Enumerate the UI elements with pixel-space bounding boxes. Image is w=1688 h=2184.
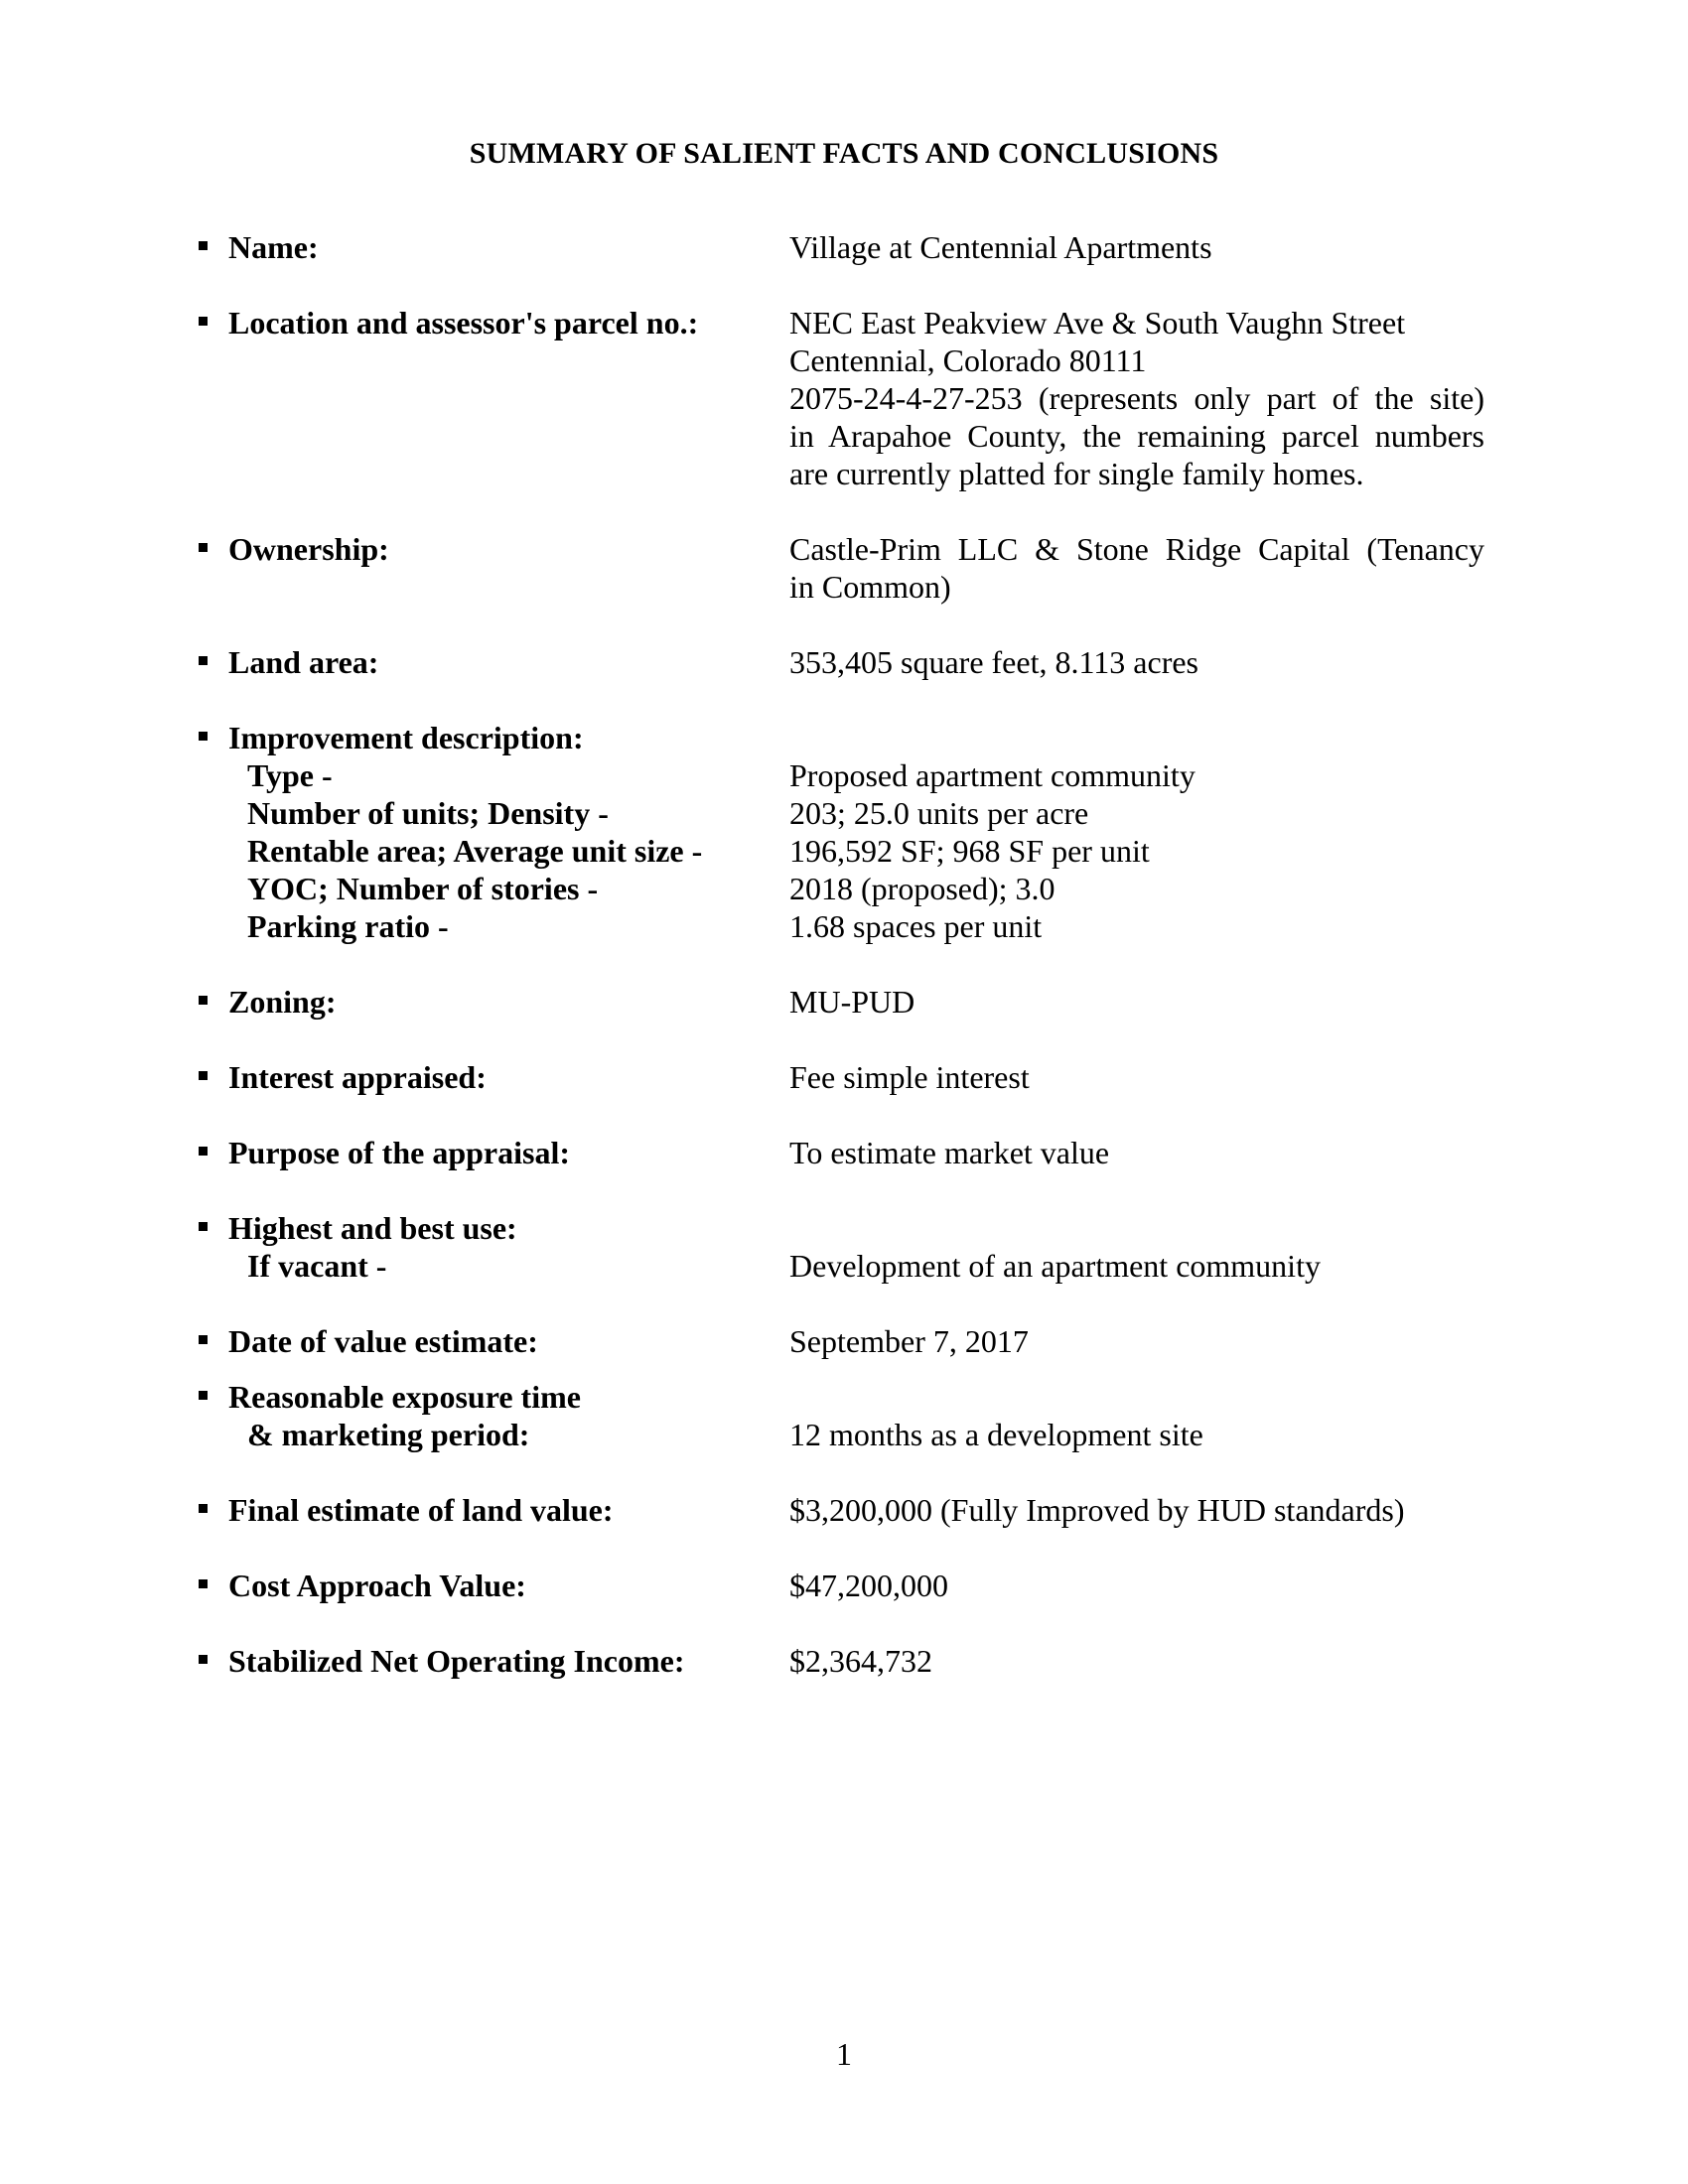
rentable-area-label: Rentable area; Average unit size - xyxy=(247,833,703,869)
ownership-line: in Common) xyxy=(789,569,951,605)
purpose-value: To estimate market value xyxy=(789,1135,1110,1170)
land-area-label: Land area: xyxy=(228,644,379,680)
marketing-period-label: & marketing period: xyxy=(247,1417,530,1452)
bullet-icon xyxy=(199,1071,208,1080)
improvement-label: Improvement description: xyxy=(228,720,584,755)
land-area-value: 353,405 square feet, 8.113 acres xyxy=(789,644,1198,680)
bullet-icon xyxy=(199,656,208,665)
location-line: 2075-24-4-27-253 (represents only part of the site) xyxy=(789,380,1484,416)
cost-approach-value: $47,200,000 xyxy=(789,1568,948,1603)
bullet-icon xyxy=(199,1579,208,1588)
rentable-area-value: 196,592 SF; 968 SF per unit xyxy=(789,833,1150,869)
parking-value: 1.68 spaces per unit xyxy=(789,908,1043,944)
if-vacant-label: If vacant - xyxy=(247,1248,387,1284)
purpose-label: Purpose of the appraisal: xyxy=(228,1135,570,1170)
bullet-icon xyxy=(199,543,208,552)
type-value: Proposed apartment community xyxy=(789,757,1196,793)
yoc-value: 2018 (proposed); 3.0 xyxy=(789,871,1055,906)
units-label: Number of units; Density - xyxy=(247,795,609,831)
exposure-value: 12 months as a development site xyxy=(789,1417,1203,1452)
ownership-line: Castle-Prim LLC & Stone Ridge Capital (Tenancy xyxy=(789,531,1484,567)
if-vacant-value: Development of an apartment community xyxy=(789,1248,1321,1284)
bullet-icon xyxy=(199,996,208,1005)
noi-label: Stabilized Net Operating Income: xyxy=(228,1643,685,1679)
bullet-icon xyxy=(199,1335,208,1344)
page-number: 1 xyxy=(836,2036,852,2072)
bullet-icon xyxy=(199,317,208,326)
interest-label: Interest appraised: xyxy=(228,1059,487,1095)
name-value: Village at Centennial Apartments xyxy=(789,229,1212,265)
location-line: in Arapahoe County, the remaining parcel numbers xyxy=(789,418,1484,454)
cost-approach-label: Cost Approach Value: xyxy=(228,1568,526,1603)
land-value-label: Final estimate of land value: xyxy=(228,1492,614,1528)
name-label: Name: xyxy=(228,229,319,265)
parking-label: Parking ratio - xyxy=(247,908,449,944)
units-value: 203; 25.0 units per acre xyxy=(789,795,1089,831)
hbu-label: Highest and best use: xyxy=(228,1210,517,1246)
yoc-label: YOC; Number of stories - xyxy=(247,871,599,906)
bullet-icon xyxy=(199,1655,208,1664)
bullet-icon xyxy=(199,1222,208,1231)
noi-value: $2,364,732 xyxy=(789,1643,932,1679)
ownership-label: Ownership: xyxy=(228,531,389,567)
interest-value: Fee simple interest xyxy=(789,1059,1030,1095)
location-label: Location and assessor's parcel no.: xyxy=(228,305,699,341)
land-value-value: $3,200,000 (Fully Improved by HUD standards) xyxy=(789,1492,1405,1528)
date-label: Date of value estimate: xyxy=(228,1323,538,1359)
location-line: NEC East Peakview Ave & South Vaughn Street xyxy=(789,305,1406,341)
location-line: are currently platted for single family homes. xyxy=(789,456,1364,491)
bullet-icon xyxy=(199,732,208,741)
location-line: Centennial, Colorado 80111 xyxy=(789,342,1147,378)
page-title: SUMMARY OF SALIENT FACTS AND CONCLUSIONS xyxy=(469,137,1219,170)
exposure-label: Reasonable exposure time xyxy=(228,1379,581,1415)
bullet-icon xyxy=(199,1391,208,1400)
bullet-icon xyxy=(199,241,208,250)
bullet-icon xyxy=(199,1504,208,1513)
type-label: Type - xyxy=(247,757,333,793)
date-value: September 7, 2017 xyxy=(789,1323,1029,1359)
zoning-label: Zoning: xyxy=(228,984,337,1020)
zoning-value: MU-PUD xyxy=(789,984,915,1020)
bullet-icon xyxy=(199,1147,208,1156)
